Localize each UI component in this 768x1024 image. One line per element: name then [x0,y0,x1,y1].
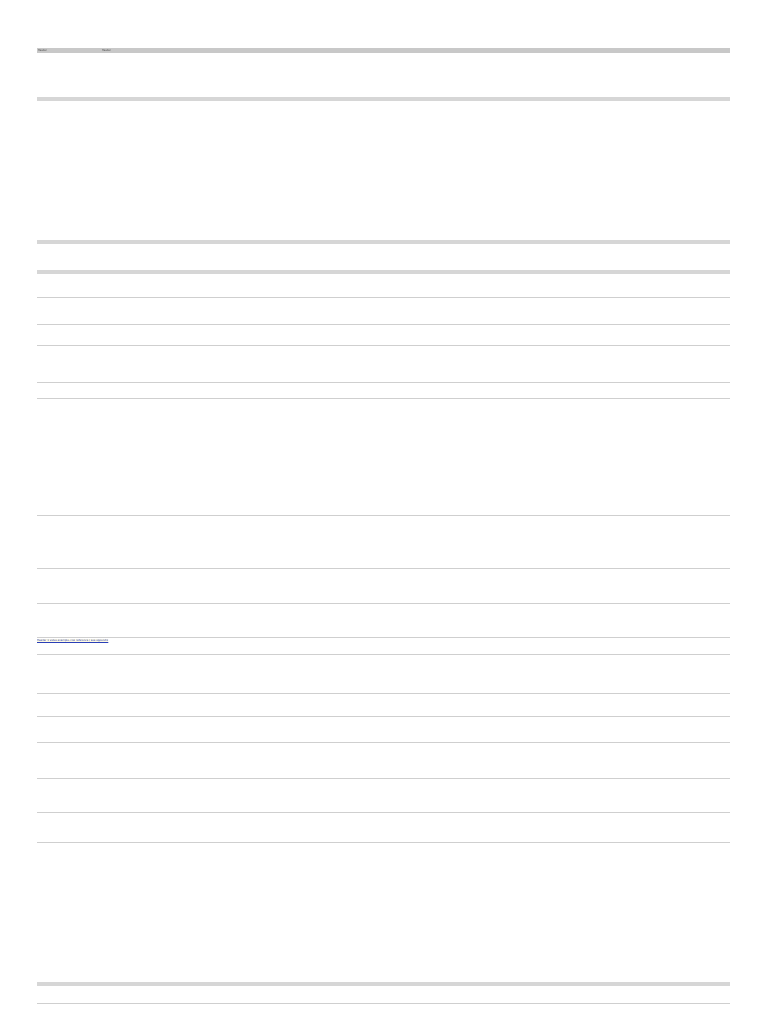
row-divider-14 [37,778,730,779]
row-divider-6 [37,515,730,516]
row-divider-15 [37,812,730,813]
row-divider-7 [37,568,730,569]
row-divider-16 [37,842,730,843]
footnote-link[interactable]: Header 1 value example, row reference / see appendix [37,639,109,642]
row-divider-12 [37,716,730,717]
row-band-3 [37,270,730,274]
row-divider-11 [37,693,730,694]
table-header-band [37,48,730,53]
row-divider-2 [37,324,730,325]
row-divider-1 [37,297,730,298]
row-divider-3 [37,345,730,346]
row-band-1 [37,97,730,101]
row-divider-17 [37,1003,730,1004]
row-divider-5 [37,398,730,399]
row-divider-4 [37,382,730,383]
row-divider-9 [37,637,730,638]
row-divider-8 [37,603,730,604]
row-band-4 [37,982,730,986]
row-band-2 [37,240,730,244]
row-divider-10 [37,654,730,655]
header-col-1: Header [38,48,47,52]
header-col-2: Header [102,48,111,52]
row-divider-13 [37,742,730,743]
